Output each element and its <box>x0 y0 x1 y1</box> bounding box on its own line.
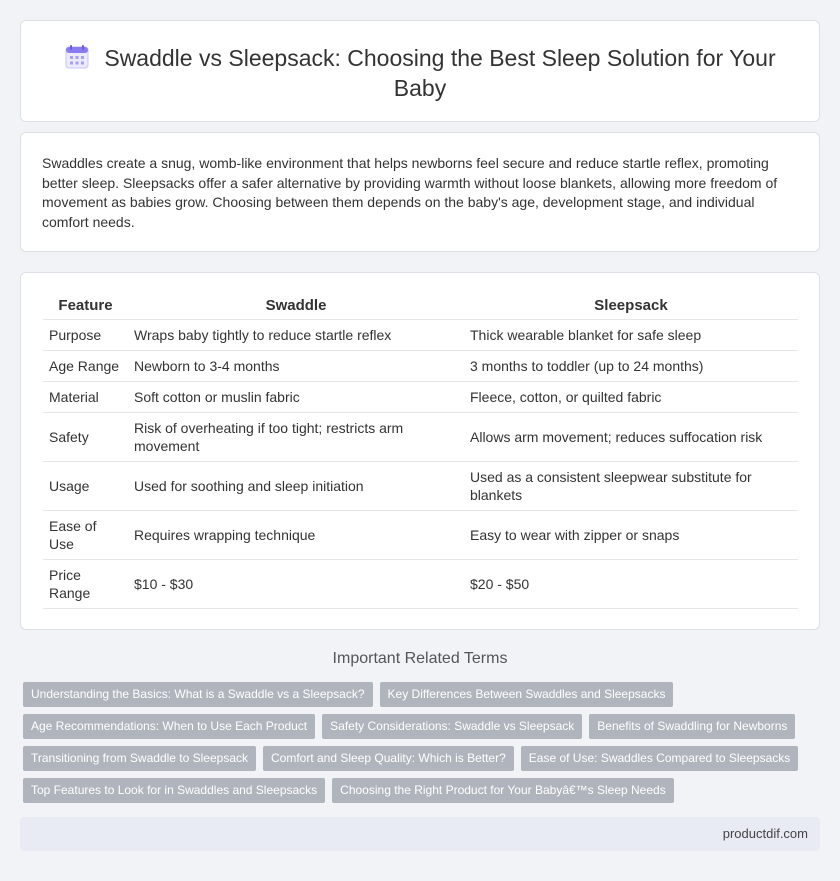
tag-row <box>23 746 823 771</box>
title-card <box>20 20 820 122</box>
table-row <box>43 350 798 381</box>
related-term-link[interactable]: Choosing the Right Product for Your Babyâ€™s Sleep Needs <box>332 778 674 803</box>
page-title-wrap <box>61 43 779 103</box>
tag-row <box>23 778 823 803</box>
row-feature: Ease of Use <box>43 510 128 559</box>
tag-row <box>23 714 823 739</box>
row-swaddle: Wraps baby tightly to reduce startle reflex <box>128 319 464 350</box>
row-sleepsack: Used as a consistent sleepwear substitute for blankets <box>464 461 798 510</box>
related-term-link[interactable]: Transitioning from Swaddle to Sleepsack <box>23 746 256 771</box>
page-title: Swaddle vs Sleepsack: Choosing the Best Sleep Solution for Your Baby <box>104 45 776 101</box>
row-feature: Purpose <box>43 319 128 350</box>
header-sleepsack: Sleepsack <box>464 292 798 319</box>
row-swaddle: Used for soothing and sleep initiation <box>128 461 464 510</box>
row-swaddle: $10 - $30 <box>128 559 464 608</box>
row-feature: Material <box>43 381 128 412</box>
related-term-link[interactable]: Understanding the Basics: What is a Swaddle vs a Sleepsack? <box>23 682 373 707</box>
row-sleepsack: Thick wearable blanket for safe sleep <box>464 319 798 350</box>
row-swaddle: Requires wrapping technique <box>128 510 464 559</box>
related-term-link[interactable]: Benefits of Swaddling for Newborns <box>589 714 795 739</box>
tag-row <box>23 682 823 707</box>
row-feature: Price Range <box>43 559 128 608</box>
table-row <box>43 461 798 510</box>
related-term-link[interactable]: Top Features to Look for in Swaddles and Sleepsacks <box>23 778 325 803</box>
row-feature: Age Range <box>43 350 128 381</box>
related-term-link[interactable]: Key Differences Between Swaddles and Sleepsacks <box>380 682 674 707</box>
table-header-row <box>43 292 798 319</box>
row-sleepsack: $20 - $50 <box>464 559 798 608</box>
table-row <box>43 510 798 559</box>
related-term-link[interactable]: Comfort and Sleep Quality: Which is Better? <box>263 746 514 771</box>
table-row <box>43 319 798 350</box>
related-terms-list <box>23 682 823 810</box>
table-row <box>43 559 798 608</box>
related-terms-title: Important Related Terms <box>332 650 508 667</box>
related-term-link[interactable]: Ease of Use: Swaddles Compared to Sleepsacks <box>521 746 798 771</box>
related-term-link[interactable]: Age Recommendations: When to Use Each Product <box>23 714 315 739</box>
row-swaddle: Newborn to 3-4 months <box>128 350 464 381</box>
summary-card <box>20 132 820 252</box>
row-sleepsack: 3 months to toddler (up to 24 months) <box>464 350 798 381</box>
row-swaddle: Soft cotton or muslin fabric <box>128 381 464 412</box>
header-swaddle: Swaddle <box>128 292 464 319</box>
row-swaddle: Risk of overheating if too tight; restricts arm movement <box>128 412 464 461</box>
table-row <box>43 412 798 461</box>
row-sleepsack: Fleece, cotton, or quilted fabric <box>464 381 798 412</box>
footer-site-link[interactable]: productdif.com <box>722 826 808 841</box>
header-feature: Feature <box>43 292 128 319</box>
comparison-card <box>20 272 820 630</box>
calendar-icon <box>64 44 90 70</box>
row-feature: Safety <box>43 412 128 461</box>
related-term-link[interactable]: Safety Considerations: Swaddle vs Sleepsack <box>322 714 582 739</box>
footer <box>20 817 820 851</box>
comparison-table <box>43 292 798 609</box>
summary-text: Swaddles create a snug, womb-like environment that helps newborns feel secure and reduce startle reflex, promoting better sleep. Sleepsacks offer a safer alternative by providing warmth without loose blankets, allowing more freedom of movement as babies grow. Choosing between them depends on the baby's age, development stage, and individual comfort needs. <box>42 155 778 230</box>
row-feature: Usage <box>43 461 128 510</box>
row-sleepsack: Allows arm movement; reduces suffocation risk <box>464 412 798 461</box>
table-row <box>43 381 798 412</box>
row-sleepsack: Easy to wear with zipper or snaps <box>464 510 798 559</box>
